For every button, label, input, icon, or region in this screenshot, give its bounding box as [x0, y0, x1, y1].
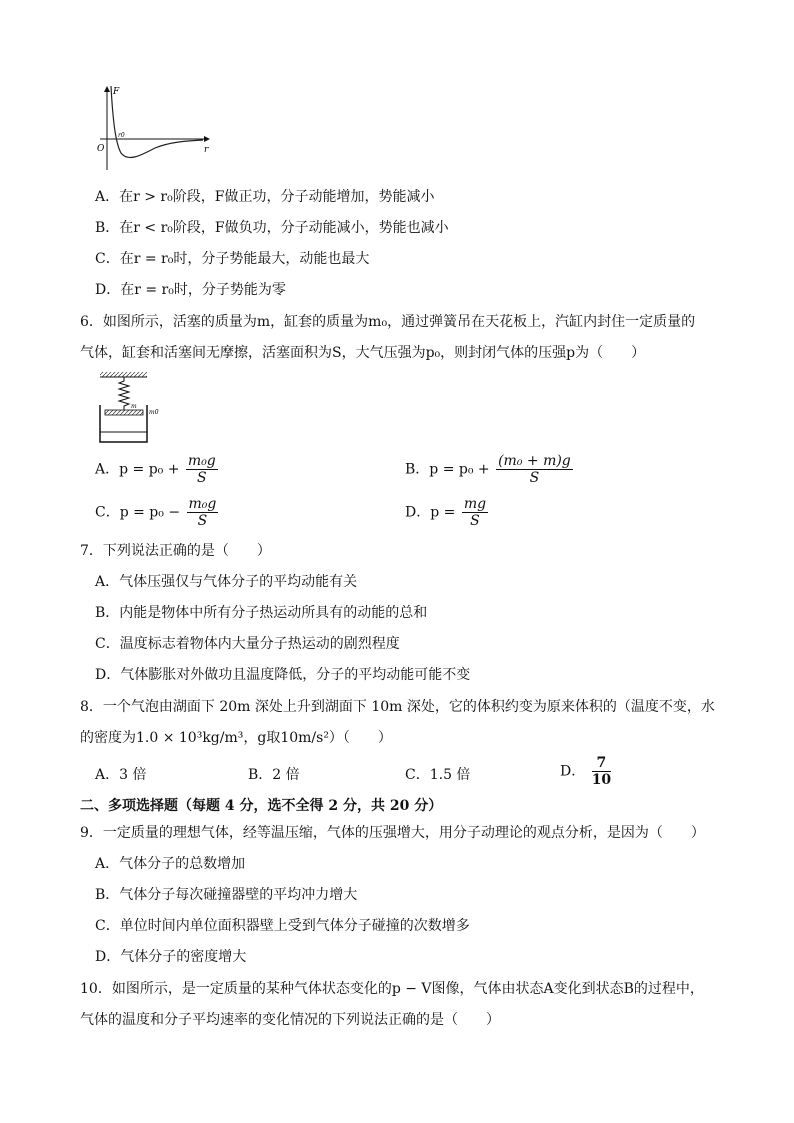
- q5-option-d: D．在r = r₀时，分子势能为零: [95, 282, 286, 298]
- piston-mass-label: m: [131, 403, 137, 410]
- origin-label: O: [97, 144, 105, 154]
- r-axis-label: r: [204, 145, 209, 155]
- piston: [105, 410, 143, 415]
- q8-option-d: D． $\frac{7}{10}$: [560, 755, 612, 788]
- q7-option-b: B．内能是物体中所有分子热运动所具有的动能的总和: [95, 605, 428, 621]
- q8-stem-line2: 的密度为1.0 × 10³kg/m³，g取10m/s²）（ ）: [80, 730, 392, 746]
- force-curve: [111, 86, 203, 157]
- q7-option-c: C．温度标志着物体内大量分子热运动的剧烈程度: [95, 636, 400, 652]
- force-distance-graph: [95, 84, 220, 174]
- q6-option-a: A．p = p₀ + $\frac{\text{m₀g}}{S}$: [95, 453, 216, 486]
- q9-option-a: A．气体分子的总数增加: [95, 856, 246, 872]
- q5-option-a: A．在r > r₀阶段，F做正功，分子动能增加，势能减小: [95, 189, 435, 205]
- cylinder-figure: [97, 370, 167, 448]
- r0-label: r0: [118, 132, 125, 139]
- spring: [119, 377, 129, 410]
- q5-option-c: C．在r = r₀时，分子势能最大，动能也最大: [95, 251, 370, 267]
- ceiling: [100, 372, 147, 377]
- q7-option-a: A．气体压强仅与气体分子的平均动能有关: [95, 574, 358, 590]
- section-2-title: 二、多项选择题（每题 4 分，选不全得 2 分，共 20 分）: [80, 798, 443, 814]
- q9-stem: 9．一定质量的理想气体，经等温压缩，气体的压强增大，用分子动理论的观点分析，是因为（ ）: [80, 825, 705, 841]
- q6-stem-line2: 气体，缸套和活塞间无摩擦，活塞面积为S，大气压强为p₀，则封闭气体的压强p为（ ）: [80, 345, 646, 361]
- q10-stem-line1: 10．如图所示，是一定质量的某种气体状态变化的p − V图像，气体由状态A变化到状态B的过程中，: [80, 981, 704, 997]
- q6-option-d: D．p = $\frac{mg}{S}$: [405, 496, 487, 529]
- q5-option-b: B．在r < r₀阶段，F做负功，分子动能减小，势能也减小: [95, 220, 449, 236]
- sleeve-mass-label: m0: [149, 409, 159, 416]
- q9-option-b: B．气体分子每次碰撞器壁的平均冲力增大: [95, 887, 358, 903]
- q8-option-c: C．1.5 倍: [405, 767, 471, 783]
- q9-option-d: D．气体分子的密度增大: [95, 949, 247, 965]
- q8-option-a: A．3 倍: [95, 767, 147, 783]
- q7-option-d: D．气体膨胀对外做功且温度降低，分子的平均动能可能不变: [95, 667, 471, 683]
- q8-option-b: B．2 倍: [248, 767, 300, 783]
- q8-stem-line1: 8．一个气泡由湖面下 20m 深处上升到湖面下 10m 深处，它的体积约变为原来体积的（温度不变，水: [80, 699, 715, 715]
- q6-option-b: B．p = p₀ + $\frac{\text{(m₀ + m)g}}{S}$: [405, 453, 571, 486]
- f-axis-label: F: [113, 87, 120, 97]
- q6-stem-line1: 6．如图所示，活塞的质量为m，缸套的质量为m₀，通过弹簧吊在天花板上，汽缸内封住一定质量的: [80, 314, 696, 330]
- q6-option-c: C．p = p₀ − $\frac{\text{m₀g}}{S}$: [95, 496, 217, 529]
- q10-stem-line2: 气体的温度和分子平均速率的变化情况的下列说法正确的是（ ）: [80, 1012, 500, 1028]
- q9-option-c: C．单位时间内单位面积器壁上受到气体分子碰撞的次数增多: [95, 918, 470, 934]
- q7-stem: 7．下列说法正确的是（ ）: [80, 543, 271, 559]
